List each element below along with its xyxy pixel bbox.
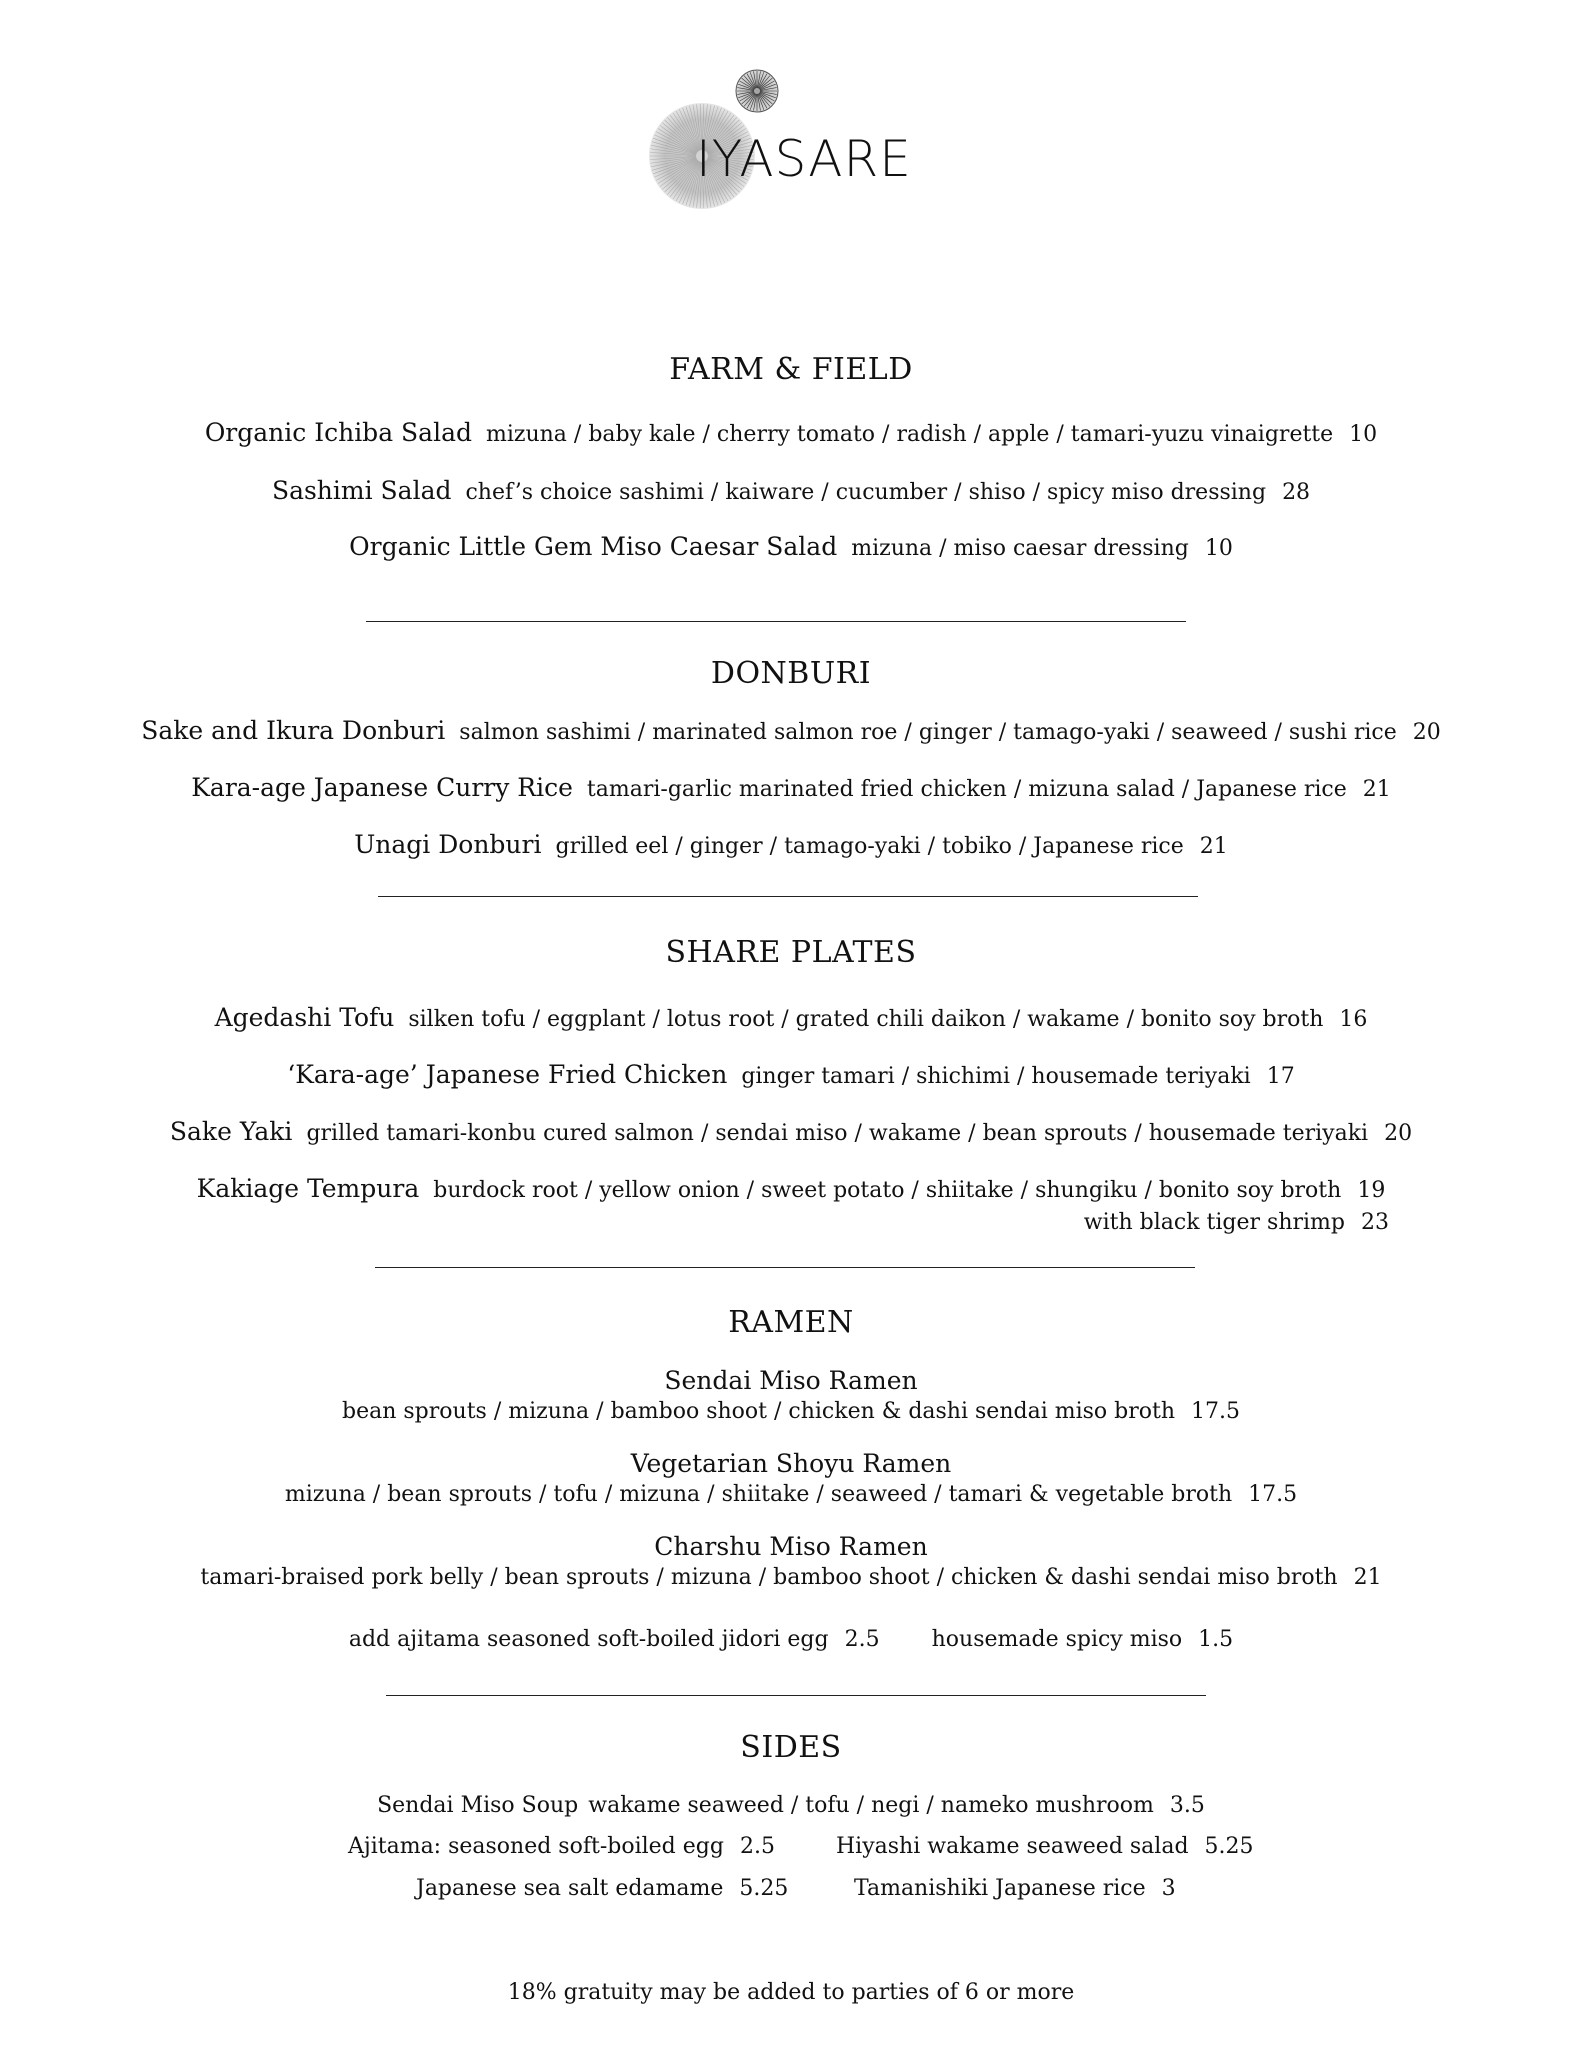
item-description: tamari-braised pork belly / bean sprouts / mizuna / bamboo shoot / chicken & dashi sendai miso broth: [200, 1565, 1338, 1590]
item-description: silken tofu / eggplant / lotus root / grated chili daikon / wakame / bonito soy broth: [408, 1007, 1324, 1032]
item-description: grilled eel / ginger / tamago-yaki / tobiko / Japanese rice: [555, 834, 1184, 859]
item-name: Kara-age Japanese Curry Rice: [191, 773, 573, 802]
ramen-item-detail: [0, 1565, 1582, 1590]
side-item: [416, 1876, 788, 1901]
item-description: ginger tamari / shichimi / housemade teriyaki: [741, 1064, 1251, 1089]
item-description: chef’s choice sashimi / kaiware / cucumber / shiso / spicy miso dressing: [465, 480, 1267, 505]
menu-item: [0, 418, 1582, 447]
menu-item: [0, 773, 1582, 802]
item-description: mizuna / baby kale / cherry tomato / radish / apple / tamari-yuzu vinaigrette: [485, 422, 1334, 447]
section-divider: [378, 896, 1198, 897]
item-price: 20: [1412, 720, 1441, 745]
item-price: 16: [1339, 1007, 1368, 1032]
ramen-item-name: Vegetarian Shoyu Ramen: [630, 1449, 952, 1478]
item-name: Sake Yaki: [169, 1117, 293, 1146]
gratuity-note: 18% gratuity may be added to parties of 6 or more: [507, 1980, 1075, 2005]
ramen-addons: [0, 1627, 1582, 1652]
item-description: tamari-garlic marinated fried chicken / mizuna salad / Japanese rice: [586, 777, 1347, 802]
item-price: 21: [1362, 777, 1391, 802]
brand-name: IYASARE: [696, 130, 912, 188]
item-name: ‘Kara-age’ Japanese Fried Chicken: [287, 1060, 728, 1089]
side-item: [854, 1876, 1176, 1901]
item-price: 28: [1282, 480, 1311, 505]
side-label: Hiyashi wakame seaweed salad: [836, 1834, 1189, 1859]
item-description: grilled tamari-konbu cured salmon / sendai miso / wakame / bean sprouts / housemade teriyaki: [306, 1121, 1369, 1146]
menu-item-addon: [1084, 1210, 1389, 1235]
section-title-ramen: RAMEN: [728, 1305, 854, 1340]
menu-item: [0, 1003, 1582, 1032]
menu-item: [0, 1060, 1582, 1089]
section-title-donburi: DONBURI: [710, 656, 872, 691]
addon-price: 2.5: [844, 1627, 880, 1652]
ramen-item-detail: [0, 1399, 1582, 1424]
addon-label: housemade spicy miso: [931, 1627, 1183, 1652]
item-name: Kakiage Tempura: [196, 1174, 420, 1203]
menu-item: [0, 1174, 1582, 1203]
item-price: 20: [1384, 1121, 1413, 1146]
side-price: 5.25: [739, 1876, 789, 1901]
item-price: 3.5: [1169, 1793, 1205, 1818]
item-name: Organic Little Gem Miso Caesar Salad: [349, 532, 838, 561]
section-divider: [386, 1695, 1206, 1696]
side-item-miso-soup: [0, 1793, 1582, 1818]
item-price: 10: [1204, 536, 1233, 561]
side-price: 2.5: [739, 1834, 775, 1859]
side-label: Ajitama: seasoned soft-boiled egg: [348, 1834, 724, 1859]
side-price: 3: [1161, 1876, 1176, 1901]
item-description: burdock root / yellow onion / sweet potato / shiitake / shungiku / bonito soy broth: [433, 1178, 1342, 1203]
item-price: 10: [1349, 422, 1378, 447]
item-description: salmon sashimi / marinated salmon roe / ginger / tamago-yaki / seaweed / sushi rice: [459, 720, 1397, 745]
ramen-item-name: Sendai Miso Ramen: [664, 1366, 918, 1395]
item-description: bean sprouts / mizuna / bamboo shoot / chicken & dashi sendai miso broth: [342, 1399, 1175, 1424]
menu-item: [0, 1117, 1582, 1146]
addon-price: 1.5: [1198, 1627, 1234, 1652]
item-description: wakame seaweed / tofu / negi / nameko mushroom: [588, 1793, 1154, 1818]
item-price: 17.5: [1248, 1482, 1298, 1507]
side-item: [836, 1834, 1254, 1859]
addon-price: 23: [1361, 1210, 1389, 1235]
item-price: 21: [1199, 834, 1228, 859]
item-description: mizuna / bean sprouts / tofu / mizuna / shiitake / seaweed / tamari & vegetable broth: [284, 1482, 1233, 1507]
section-divider: [366, 621, 1186, 622]
side-label: Tamanishiki Japanese rice: [854, 1876, 1146, 1901]
item-name: Sake and Ikura Donburi: [141, 716, 446, 745]
section-title-farm-field: FARM & FIELD: [669, 352, 913, 387]
item-name: Organic Ichiba Salad: [204, 418, 472, 447]
item-name: Sashimi Salad: [271, 476, 452, 505]
item-price: 21: [1353, 1565, 1382, 1590]
section-divider: [375, 1267, 1195, 1268]
menu-item: [0, 716, 1582, 745]
section-title-sides: SIDES: [740, 1730, 842, 1765]
item-name: Agedashi Tofu: [214, 1003, 395, 1032]
item-name: Sendai Miso Soup: [377, 1793, 579, 1818]
side-item: [348, 1834, 775, 1859]
item-price: 17.5: [1191, 1399, 1240, 1424]
item-price: 19: [1357, 1178, 1386, 1203]
side-label: Japanese sea salt edamame: [416, 1876, 724, 1901]
ramen-item-name: Charshu Miso Ramen: [654, 1532, 928, 1561]
menu-item: [0, 830, 1582, 859]
side-price: 5.25: [1204, 1834, 1254, 1859]
menu-item: [0, 532, 1582, 561]
iyasare-logo: [640, 60, 920, 220]
item-price: 17: [1266, 1064, 1295, 1089]
addon-label: with black tiger shrimp: [1083, 1210, 1345, 1235]
section-title-share-plates: SHARE PLATES: [665, 935, 917, 970]
menu-item: [0, 476, 1582, 505]
item-description: mizuna / miso caesar dressing: [851, 536, 1189, 561]
addon-label: add ajitama seasoned soft-boiled jidori egg: [348, 1627, 829, 1652]
ramen-item-detail: [0, 1482, 1582, 1507]
item-name: Unagi Donburi: [354, 830, 542, 859]
